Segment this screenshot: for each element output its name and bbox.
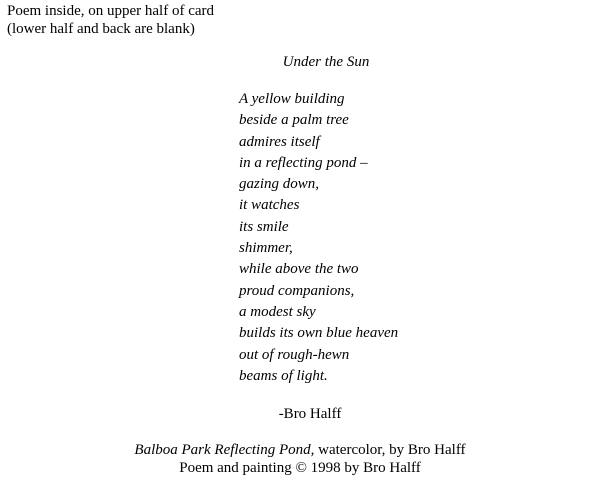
- poem-line: its smile: [239, 218, 289, 235]
- poem-line: a modest sky: [239, 303, 316, 320]
- copyright-line: Poem and painting © 1998 by Bro Halff: [179, 460, 421, 476]
- poem-body: [239, 89, 398, 387]
- painting-credit-line: [0, 441, 600, 459]
- poem-line: beams of light.: [239, 367, 328, 384]
- poem-author: -Bro Halff: [278, 406, 342, 422]
- poem-line: proud companions,: [239, 282, 355, 299]
- painting-caption: [0, 441, 600, 477]
- poem-line: while above the two: [239, 261, 359, 278]
- poem-line: builds its own blue heaven: [239, 325, 399, 342]
- painting-title: Balboa Park Reflecting Pond,: [134, 442, 315, 458]
- poem-line: gazing down,: [239, 176, 320, 193]
- poem-line: admires itself: [239, 133, 320, 150]
- poem-title: Under the Sun: [282, 54, 370, 70]
- poem-line: out of rough-hewn: [239, 346, 350, 363]
- poem-line: shimmer,: [239, 240, 293, 257]
- poem-line: it watches: [239, 197, 300, 214]
- card-note: [7, 2, 214, 38]
- painting-details: watercolor, by Bro Halff: [314, 442, 466, 458]
- poem-line: beside a palm tree: [239, 112, 349, 129]
- card-note-line-1: Poem inside, on upper half of card: [7, 3, 215, 19]
- card-note-line-2: (lower half and back are blank): [7, 21, 195, 37]
- poem-line: A yellow building: [239, 91, 345, 107]
- poem-line: in a reflecting pond –: [239, 154, 368, 171]
